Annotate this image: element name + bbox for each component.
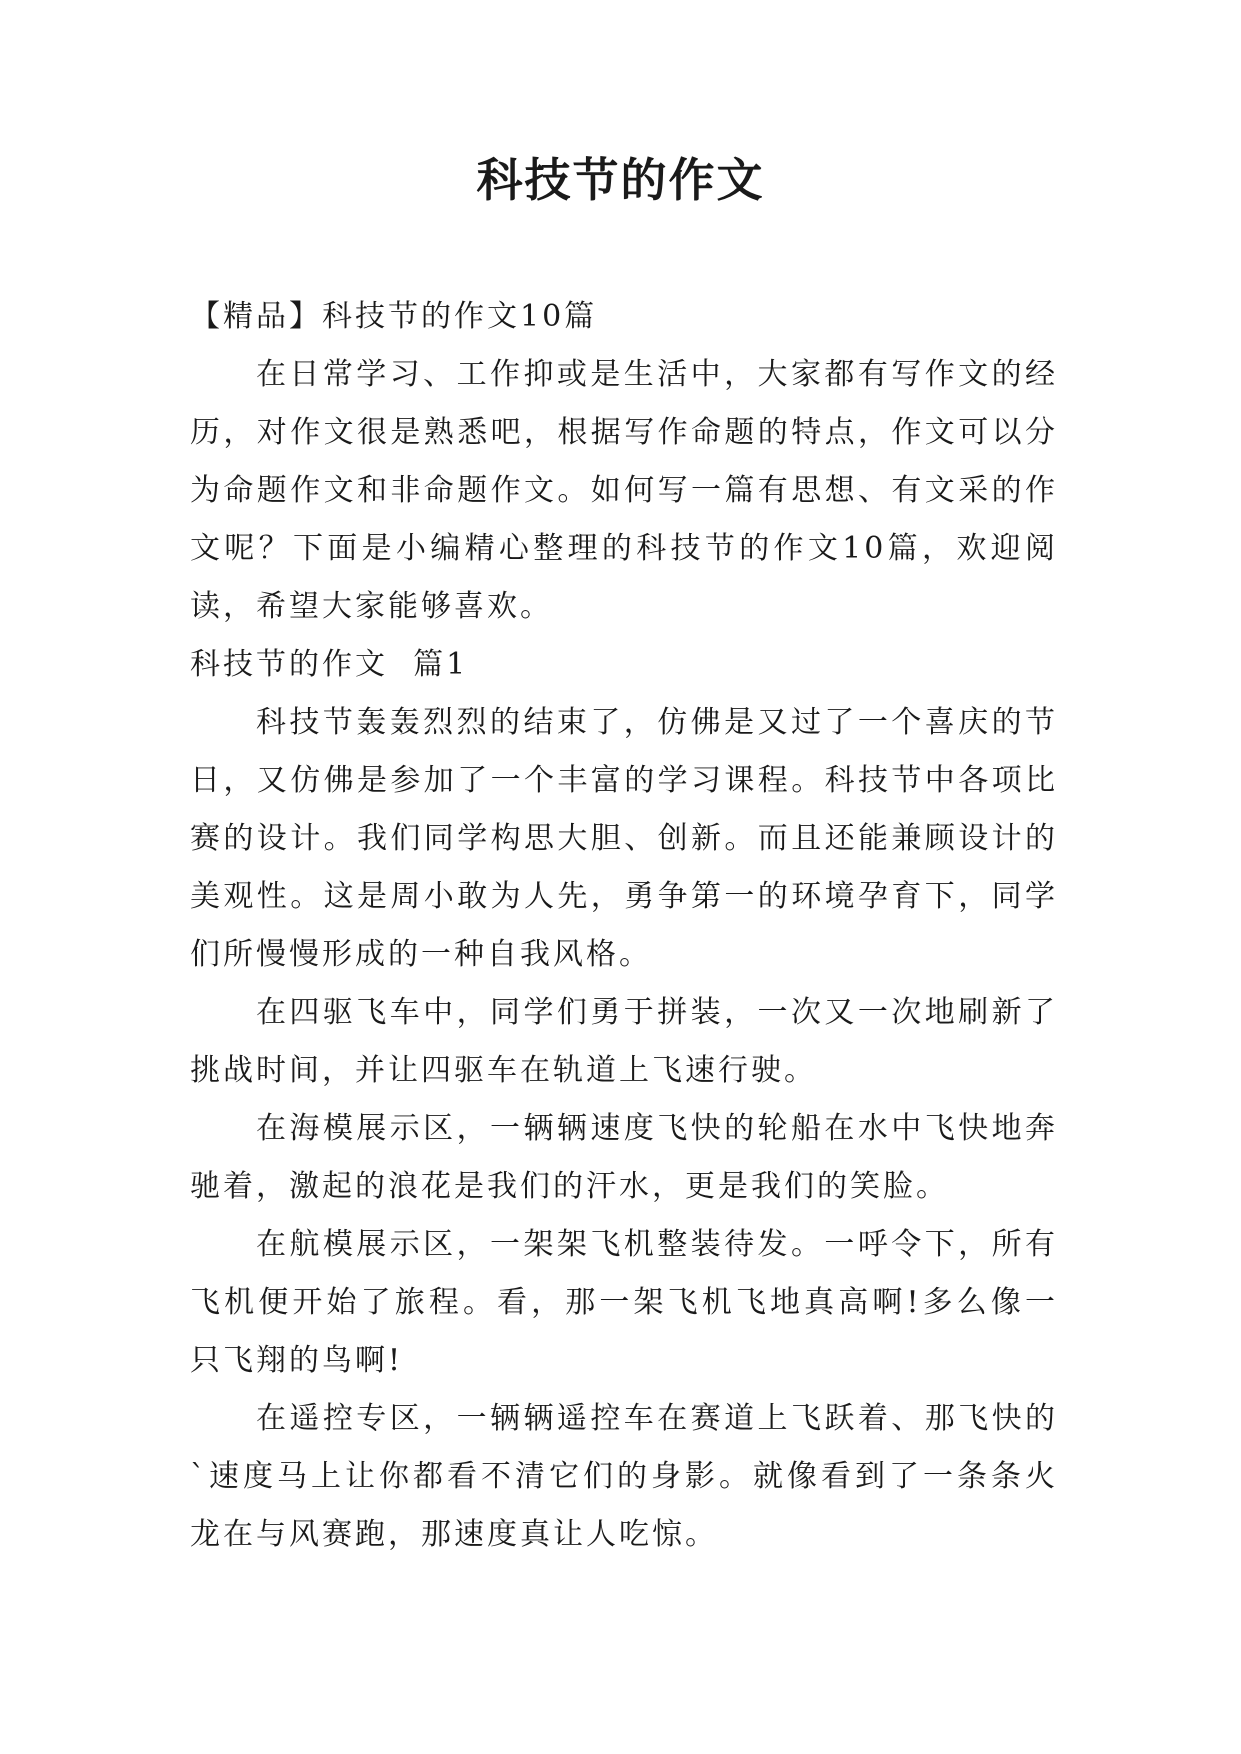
body-paragraph: 在航模展示区，一架架飞机整装待发。一呼令下，所有飞机便开始了旅程。看，那一架飞机飞地真高啊!多么像一只飞翔的鸟啊!: [190, 1227, 1058, 1378]
section-heading: 科技节的作文 篇1: [190, 647, 469, 682]
document-title: 科技节的作文: [476, 153, 765, 207]
body-paragraph: 在海模展示区，一辆辆速度飞快的轮船在水中飞快地奔驰着，激起的浪花是我们的汗水，更是我们的笑脸。: [190, 1111, 1058, 1204]
document-body: [190, 288, 1058, 1564]
intro-heading: 【精品】科技节的作文10篇: [190, 299, 598, 334]
body-paragraph: 在四驱飞车中，同学们勇于拼装，一次又一次地刷新了挑战时间，并让四驱车在轨道上飞速行驶。: [190, 995, 1058, 1088]
body-paragraph: 科技节轰轰烈烈的结束了，仿佛是又过了一个喜庆的节日，又仿佛是参加了一个丰富的学习课程。科技节中各项比赛的设计。我们同学构思大胆、创新。而且还能兼顾设计的美观性。这是周小敢为人先，勇争第一的环境孕育下，同学们所慢慢形成的一种自我风格。: [190, 705, 1058, 972]
intro-paragraph: 在日常学习、工作抑或是生活中，大家都有写作文的经历，对作文很是熟悉吧，根据写作命题的特点，作文可以分为命题作文和非命题作文。如何写一篇有思想、有文采的作文呢？下面是小编精心整理的科技节的作文10篇，欢迎阅读，希望大家能够喜欢。: [190, 357, 1058, 624]
body-paragraph: 在遥控专区，一辆辆遥控车在赛道上飞跃着、那飞快的`速度马上让你都看不清它们的身影。就像看到了一条条火龙在与风赛跑，那速度真让人吃惊。: [190, 1401, 1058, 1552]
